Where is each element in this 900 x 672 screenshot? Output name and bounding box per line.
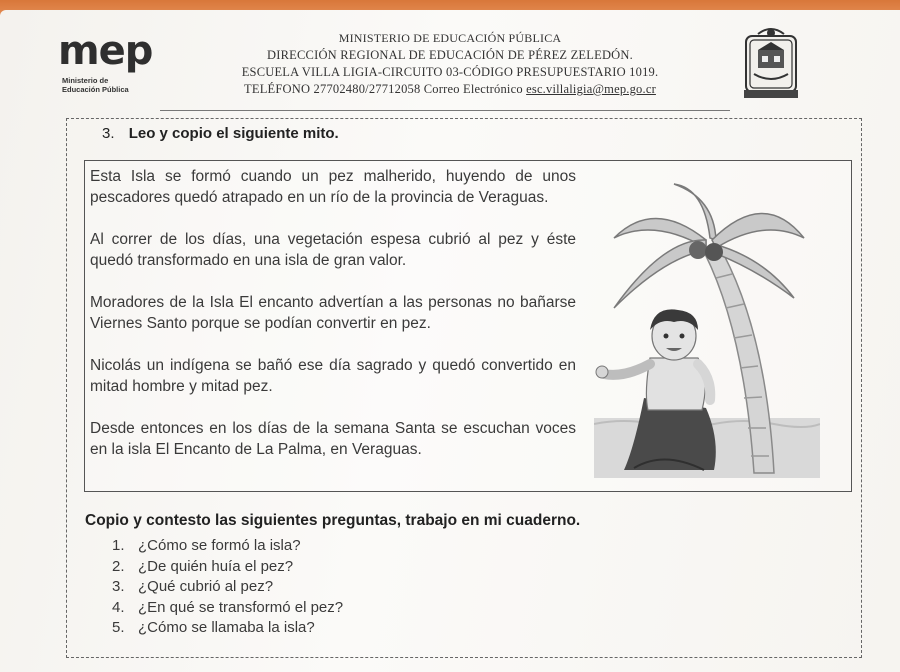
story-paragraph: Nicolás un indígena se bañó ese día sagrado y quedó convertido en mitad hombre y mitad pez. bbox=[90, 357, 576, 395]
header-line-contact: TELÉFONO 27702480/27712058 Correo Electrónico esc.villaligia@mep.go.cr bbox=[244, 82, 656, 96]
list-item: 4. ¿En qué se transformó el pez? bbox=[112, 598, 344, 616]
questions-title: Copio y contesto las siguientes preguntas, trabajo en mi cuaderno. bbox=[85, 512, 581, 529]
story-paragraph: Esta Isla se formó cuando un pez malherido, huyendo de unos pescadores quedó atrapado en un río de la provincia de Veraguas. bbox=[90, 168, 576, 206]
email-link[interactable]: esc.villaligia@mep.go.cr bbox=[526, 82, 656, 96]
story-paragraph: Moradores de la Isla El encanto advertían a las personas no bañarse Viernes Santo porque se podían convertir en pez. bbox=[90, 294, 576, 332]
list-item: 5. ¿Cómo se llamaba la isla? bbox=[112, 619, 315, 636]
questions-list bbox=[112, 536, 343, 639]
list-item: 2. ¿De quién huía el pez? bbox=[112, 557, 294, 575]
header-divider bbox=[160, 110, 730, 111]
header-line-ministry: MINISTERIO DE EDUCACIÓN PÚBLICA bbox=[338, 31, 562, 45]
story-paragraph: Desde entonces en los días de la semana Santa se escuchan voces en la isla El Encanto de La Palma, en Veraguas. bbox=[90, 420, 576, 458]
school-header bbox=[190, 30, 710, 98]
school-crest-icon bbox=[740, 26, 802, 102]
logo-subtitle: Ministerio de Educación Pública bbox=[62, 76, 129, 94]
mep-logo-icon bbox=[58, 28, 168, 98]
myth-text bbox=[90, 166, 576, 481]
header-line-direction: DIRECCIÓN REGIONAL DE EDUCACIÓN DE PÉREZ ZELEDÓN. bbox=[267, 48, 633, 62]
task-number: 3. bbox=[102, 125, 115, 142]
merman-palm-tree-illustration bbox=[594, 178, 820, 478]
story-paragraph: Al correr de los días, una vegetación espesa cubrió al pez y éste quedó transformado en una isla de gran valor. bbox=[90, 231, 576, 269]
list-item: 3. ¿Qué cubrió al pez? bbox=[112, 578, 274, 595]
list-item: 1. ¿Cómo se formó la isla? bbox=[112, 537, 301, 554]
logo-word: mep bbox=[58, 28, 153, 74]
header-line-school: ESCUELA VILLA LIGIA-CIRCUITO 03-CÓDIGO PRESUPUESTARIO 1019. bbox=[241, 65, 659, 79]
task-title bbox=[102, 125, 339, 142]
task-instruction: Leo y copio el siguiente mito. bbox=[128, 125, 339, 142]
